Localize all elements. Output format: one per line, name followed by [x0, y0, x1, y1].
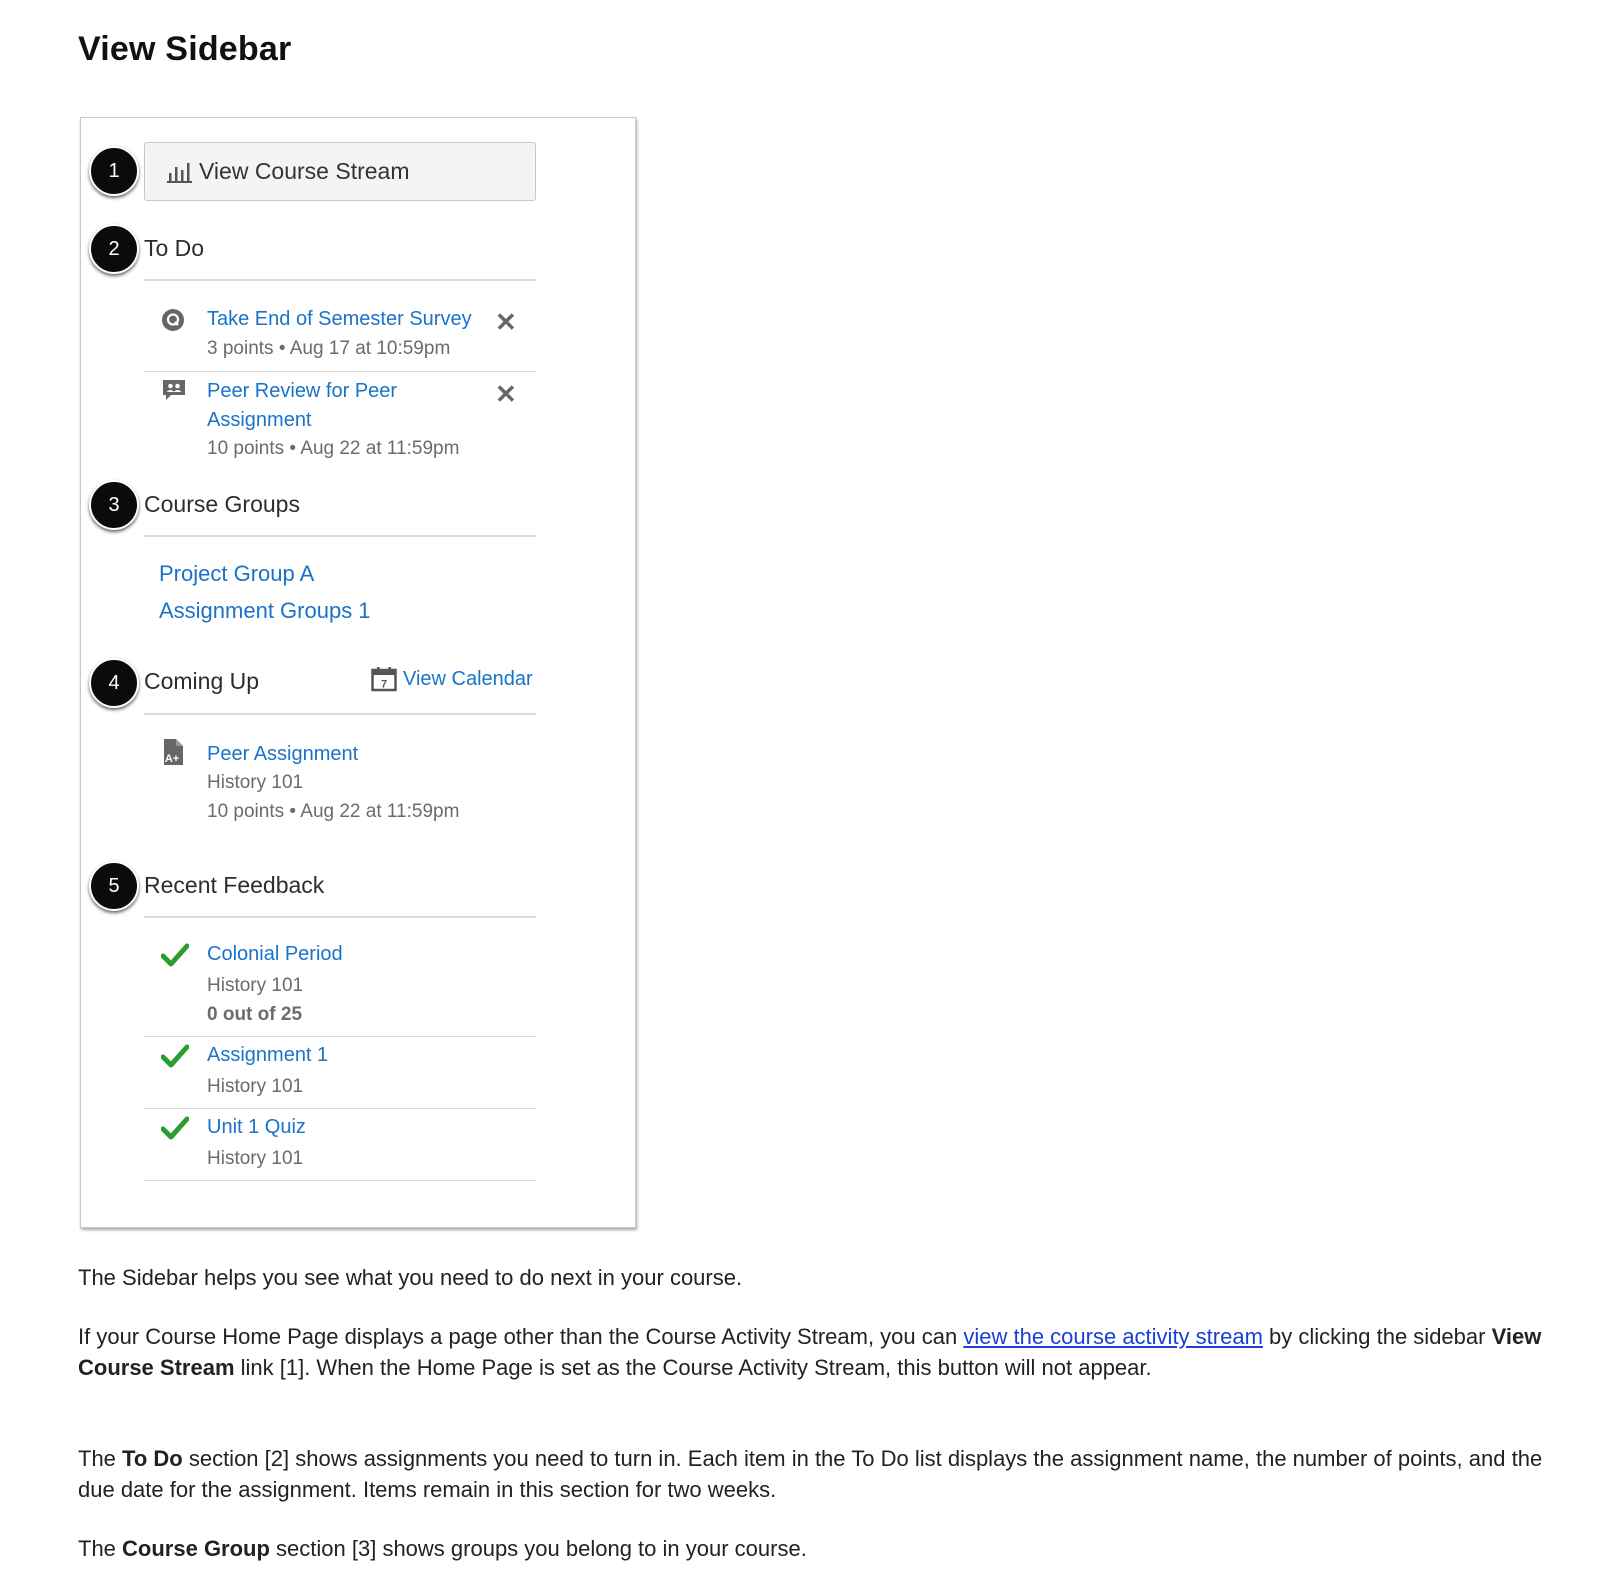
coming-up-divider: [144, 713, 536, 715]
todo-item-meta: 10 points • Aug 22 at 11:59pm: [207, 438, 460, 459]
text: section [2] shows assignments you need to turn in. Each item in the To Do list displays the assignment name, the number of points, and the due date for the assignment. Items remain in this section for two weeks.: [78, 1446, 1543, 1502]
calendar-day: 7: [380, 678, 388, 691]
bold-text: View Course Stream: [78, 1324, 1542, 1380]
todo-heading: To Do: [144, 235, 205, 261]
view-course-stream-label: View Course Stream: [199, 158, 410, 184]
callout-badge-4: 4: [89, 658, 139, 708]
paragraph-todo: [78, 1443, 1548, 1505]
page-title: View Sidebar: [78, 30, 292, 68]
feedback-divider: [144, 916, 536, 918]
bold-text: To Do: [122, 1446, 183, 1471]
todo-item-meta: 3 points • Aug 17 at 10:59pm: [207, 338, 451, 359]
calendar-icon: [371, 666, 397, 692]
callout-badge-3: 3: [89, 480, 139, 530]
todo-item-link-cont[interactable]: Assignment: [207, 409, 312, 431]
group-link[interactable]: Project Group A: [159, 561, 315, 586]
feedback-item-divider: [144, 1180, 536, 1181]
course-groups-heading: Course Groups: [144, 491, 300, 517]
group-link[interactable]: Assignment Groups 1: [159, 598, 371, 623]
quiz-icon: [161, 308, 185, 332]
todo-item-link[interactable]: Peer Review for Peer: [207, 380, 398, 402]
checkmark-icon: [161, 1116, 189, 1140]
text: by clicking the sidebar: [1262, 1324, 1492, 1349]
recent-feedback-heading: Recent Feedback: [144, 872, 325, 898]
callout-badge-2: 2: [89, 224, 139, 274]
todo-item-divider: [144, 371, 536, 372]
coming-up-item-meta: 10 points • Aug 22 at 11:59pm: [207, 801, 460, 822]
text: section [3] shows groups you belong to in your course.: [269, 1536, 807, 1561]
peer-review-icon: [161, 378, 187, 402]
text: The: [78, 1446, 123, 1471]
checkmark-icon: [161, 1044, 189, 1068]
view-calendar-link[interactable]: [371, 666, 533, 692]
checkmark-icon: [161, 943, 189, 967]
view-calendar-label: View Calendar: [403, 667, 533, 690]
svg-text:A+: A+: [164, 753, 180, 765]
bar-chart-icon: [167, 160, 193, 184]
callout-badge-5: 5: [89, 861, 139, 911]
course-activity-stream-link[interactable]: view the course activity stream: [963, 1324, 1263, 1349]
text: If your Course Home Page displays a page other than the Course Activity Stream, you can: [78, 1324, 964, 1349]
feedback-item-course: History 101: [207, 1076, 304, 1097]
bold-text: Course Group: [122, 1536, 270, 1561]
paragraph-stream: [78, 1321, 1548, 1383]
feedback-item-divider: [144, 1036, 536, 1037]
sidebar-screenshot: [80, 117, 636, 1228]
groups-divider: [144, 535, 536, 537]
feedback-item-link[interactable]: Colonial Period: [207, 943, 343, 965]
feedback-item-course: History 101: [207, 975, 304, 996]
todo-divider: [144, 279, 536, 281]
feedback-item-course: History 101: [207, 1148, 304, 1169]
todo-item-link[interactable]: Take End of Semester Survey: [207, 308, 472, 330]
feedback-item-link[interactable]: Unit 1 Quiz: [207, 1116, 306, 1138]
paragraph-intro: [78, 1262, 1548, 1293]
paragraph-intro-text: The Sidebar helps you see what you need to do next in your course.: [78, 1265, 743, 1290]
feedback-item-link[interactable]: Assignment 1: [207, 1044, 329, 1066]
feedback-item-score: 0 out of 25: [207, 1004, 303, 1025]
coming-up-item-course: History 101: [207, 772, 304, 793]
dismiss-icon[interactable]: ✕: [495, 307, 517, 337]
view-course-stream-button[interactable]: [144, 142, 536, 201]
text: link [1]. When the Home Page is set as the Course Activity Stream, this button will not appear.: [234, 1355, 1152, 1380]
coming-up-heading: Coming Up: [144, 668, 260, 694]
dismiss-icon[interactable]: ✕: [495, 379, 517, 409]
assignment-icon: [161, 738, 185, 766]
feedback-item-divider: [144, 1108, 536, 1109]
paragraph-groups: [78, 1533, 1548, 1564]
callout-badge-1: 1: [89, 146, 139, 196]
coming-up-item-link[interactable]: Peer Assignment: [207, 743, 359, 765]
text: The: [78, 1536, 123, 1561]
